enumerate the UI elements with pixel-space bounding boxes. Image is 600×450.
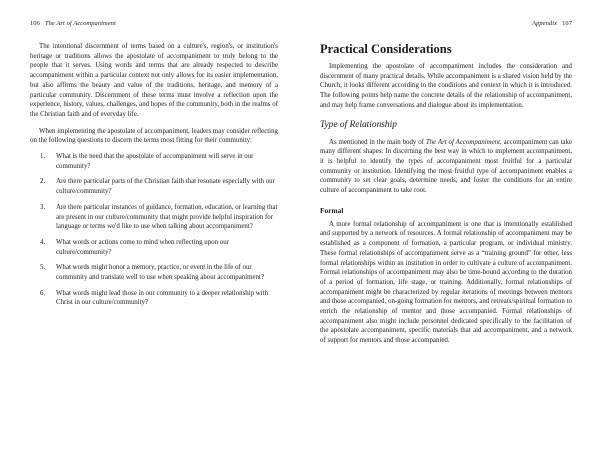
left-paragraph-2: When implementing the apostolate of accompaniment, leaders may consider reflecting on the following questions to discern the terms most fitting for their community: [30, 127, 278, 145]
right-page [300, 0, 600, 450]
intro-paragraph: Implementing the apostolate of accompaniment includes the consideration and discernment of many practical details. While accompaniment is a shared vision held by the Church, it looks different according to the conditions and context in which it is introduced. The following points help name the concrete details of the relationship of accompaniment, and may help frame conversations and dialogue about its implementation. [320, 63, 572, 109]
right-running-head [320, 20, 572, 28]
left-running-head [30, 20, 278, 28]
left-paragraph-1: The intentional discernment of terms based on a culture's, region's, or institution's heritage or traditions allows the apostolate of accompaniment to truly belong to the people that it serves. Using words and terms that are already respected to describe accompaniment within a particular context not only allows for its easier implementation, but also affirms the beauty and value of the traditions, heritage, and memory of a particular community. Discernment of these terms must involve a reflection upon the experience, history, values, challenges, and hopes of the community, both in the realms of the Christian faith and of everyday life. [30, 43, 278, 118]
question-list [30, 152, 278, 308]
type-paragraph: As mentioned in the main body of The Art of Accompaniment, accompaniment can take many different shapes. In discerning the best way in which to implement accompaniment, it is helpful to identify the types of accompaniment most fruitful for a particular community or institution. Identifying the most fruitful type of accompaniment enables a community to set clear goals, determine needs, and foster the conditions for an entire culture of accompaniment to take root. [320, 138, 572, 195]
question-item: 4. What words or actions come to mind when reflecting upon our culture/community? [40, 238, 229, 256]
question-item: 6. What words might lead those in our community to a deeper relationship with Christ in our culture/community? [40, 289, 269, 307]
question-item: 2. Are there particular parts of the Christian faith that resonate especially with our culture/community? [40, 178, 275, 196]
book-title: The Art of Accompaniment [425, 138, 501, 146]
right-running-title: Appendix [532, 20, 558, 27]
subsection-heading: Type of Relationship [320, 119, 397, 130]
left-page-number: 106 [30, 20, 40, 27]
left-running-title: The Art of Accompaniment [44, 20, 116, 27]
question-item: 3. Are there particular instances of guidance, formation, education, or learning that are present in our culture/community that might provide helpful inspiration for language or terms we'd like to use when talking about accompaniment? [40, 203, 278, 231]
question-item: 1. What is the need that the apostolate of accompaniment will serve in our community? [40, 153, 254, 170]
question-item: 5. What words might honor a memory, practice, or event in the life of our community and translate well to use when speaking about accompaniment? [40, 264, 264, 282]
right-page-number: 107 [562, 20, 572, 27]
formal-paragraph: A more formal relationship of accompaniment is one that is intentionally established and supported by a network of resources. A formal relationship of accompaniment may be established as a component of formation, a particular program, or individual ministry. These formal relationships of accompaniment serve as a “training ground” for other, less formal relationships within an institution in order to cultivate a culture of accompaniment. Formal relationships of accompaniment may also be time-bound according to the duration of a period of formation, life stage, or training. Additionally, formal relationships of accompaniment might be characterized by regular iterations of meetings between mentors and those accompanied, on-going formation for mentors, and retreats/spiritual formation to enrich the relationship of mentor and those accompanied. Formal relationships of accompaniment also might include personnel dedicated specifically to the facilitation of the apostolate accompaniment, specific materials that aid accompaniment, and a network of support for mentors and those accompanied. [320, 220, 572, 345]
formal-heading: Formal [320, 205, 344, 215]
section-heading: Practical Considerations [320, 42, 452, 56]
